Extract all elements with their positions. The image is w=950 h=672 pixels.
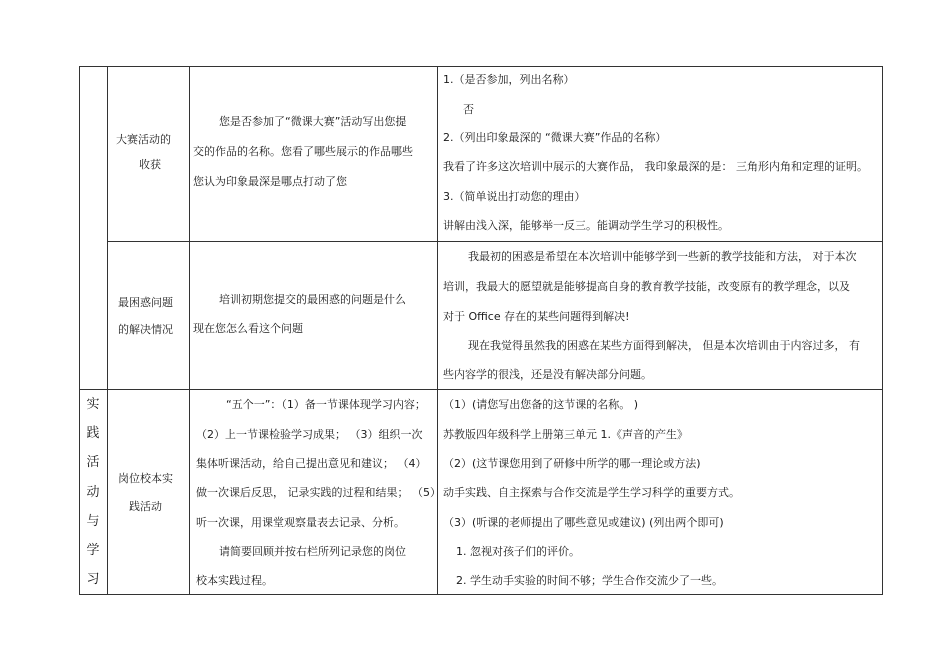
practice-answer-line-2: 苏教版四年级科学上册第三单元 1.《声音的产生》 xyxy=(443,428,688,441)
confusion-answer-line-2: 培训，我最大的愿望就是能够提高自身的教育教学技能，改变原有的教学理念，以及 xyxy=(443,280,850,293)
practice-label-line-2: 践活动 xyxy=(129,500,162,513)
practice-prompt-line-2: （2）上一节课检验学习成果； （3）组织一次 xyxy=(196,428,423,441)
practice-prompt-line-5: 听一次课，用课堂观察量表去记录、分析。 xyxy=(196,516,405,529)
confusion-answer-line-5: 些内容学的很浅，还是没有解决部分问题。 xyxy=(443,368,652,381)
category-char-1: 实 xyxy=(86,397,100,412)
practice-answer-line-3: （2）(这节课您用到了研修中所学的哪一理论或方法) xyxy=(443,457,701,470)
row-divider-1 xyxy=(107,241,883,242)
column-divider-3 xyxy=(437,66,438,595)
confusion-prompt-line-2: 现在您怎么看这个问题 xyxy=(193,322,303,335)
contest-answer-line-4: 我看了许多这次培训中展示的大赛作品， 我印象最深的是： 三角形内角和定理的证明。 xyxy=(443,160,868,173)
practice-answer-line-5: （3）(听课的老师提出了哪些意见或建议) (列出两个即可) xyxy=(443,516,724,529)
contest-prompt-line-3: 您认为印象最深是哪点打动了您 xyxy=(193,175,347,188)
confusion-label-line-1: 最困惑问题 xyxy=(118,296,173,309)
contest-answer-line-6: 讲解由浅入深，能够举一反三。能调动学生学习的积极性。 xyxy=(443,219,729,232)
table-bottom-border xyxy=(79,594,883,595)
contest-answer-line-1: 1.（是否参加，列出名称） xyxy=(443,73,575,86)
contest-answer-line-5: 3.（简单说出打动您的理由） xyxy=(443,190,586,203)
category-char-2: 践 xyxy=(86,426,100,441)
contest-prompt-line-2: 交的作品的名称。您看了哪些展示的作品哪些 xyxy=(193,145,413,158)
confusion-answer-line-4: 现在我觉得虽然我的困惑在某些方面得到解决， 但是本次培训由于内容过多， 有 xyxy=(468,339,860,352)
contest-label-line-1: 大赛活动的 xyxy=(116,133,171,146)
contest-label-line-2: 收获 xyxy=(139,158,161,171)
practice-answer-line-4: 动手实践、自主探索与合作交流是学生学习科学的重要方式。 xyxy=(443,486,740,499)
category-char-7: 习 xyxy=(86,572,100,587)
contest-answer-line-3: 2.（列出印象最深的 “微课大赛”作品的名称） xyxy=(443,131,667,144)
confusion-label-line-2: 的解决情况 xyxy=(118,323,173,336)
practice-answer-line-6: 1. 忽视对孩子们的评价。 xyxy=(456,545,580,558)
practice-answer-line-7: 2. 学生动手实验的时间不够；学生合作交流少了一些。 xyxy=(456,574,723,587)
row-divider-2 xyxy=(79,389,883,390)
category-char-6: 学 xyxy=(86,543,100,558)
confusion-prompt-line-1: 培训初期您提交的最困惑的问题是什么 xyxy=(219,293,406,306)
confusion-answer-line-1: 我最初的困惑是希望在本次培训中能够学到一些新的教学技能和方法， 对于本次 xyxy=(468,250,857,263)
column-divider-1 xyxy=(107,66,108,595)
column-divider-2 xyxy=(189,66,190,595)
practice-label-line-1: 岗位校本实 xyxy=(118,472,173,485)
practice-prompt-line-1: “五个一”：（1）备一节课体现学习内容； xyxy=(226,398,426,411)
confusion-answer-line-3: 对于 Office 存在的某些问题得到解决! xyxy=(443,310,630,323)
contest-prompt-line-1: 您是否参加了“微课大赛”活动写出您提 xyxy=(219,115,407,128)
category-char-4: 动 xyxy=(86,485,100,500)
category-char-3: 活 xyxy=(86,455,100,470)
table-top-border xyxy=(79,66,883,67)
table-right-border xyxy=(882,66,883,595)
practice-prompt-line-7: 校本实践过程。 xyxy=(196,574,273,587)
practice-prompt-line-6: 请简要回顾并按右栏所列记录您的岗位 xyxy=(219,545,406,558)
practice-answer-line-1: （1）(请您写出您备的这节课的名称。 ) xyxy=(443,398,639,411)
practice-prompt-line-4: 做一次课后反思， 记录实践的过程和结果； （5） xyxy=(196,486,441,499)
practice-prompt-line-3: 集体听课活动，给自己提出意见和建议； （4） xyxy=(196,457,427,470)
category-char-5: 与 xyxy=(86,514,100,529)
contest-answer-line-2: 否 xyxy=(463,103,474,116)
